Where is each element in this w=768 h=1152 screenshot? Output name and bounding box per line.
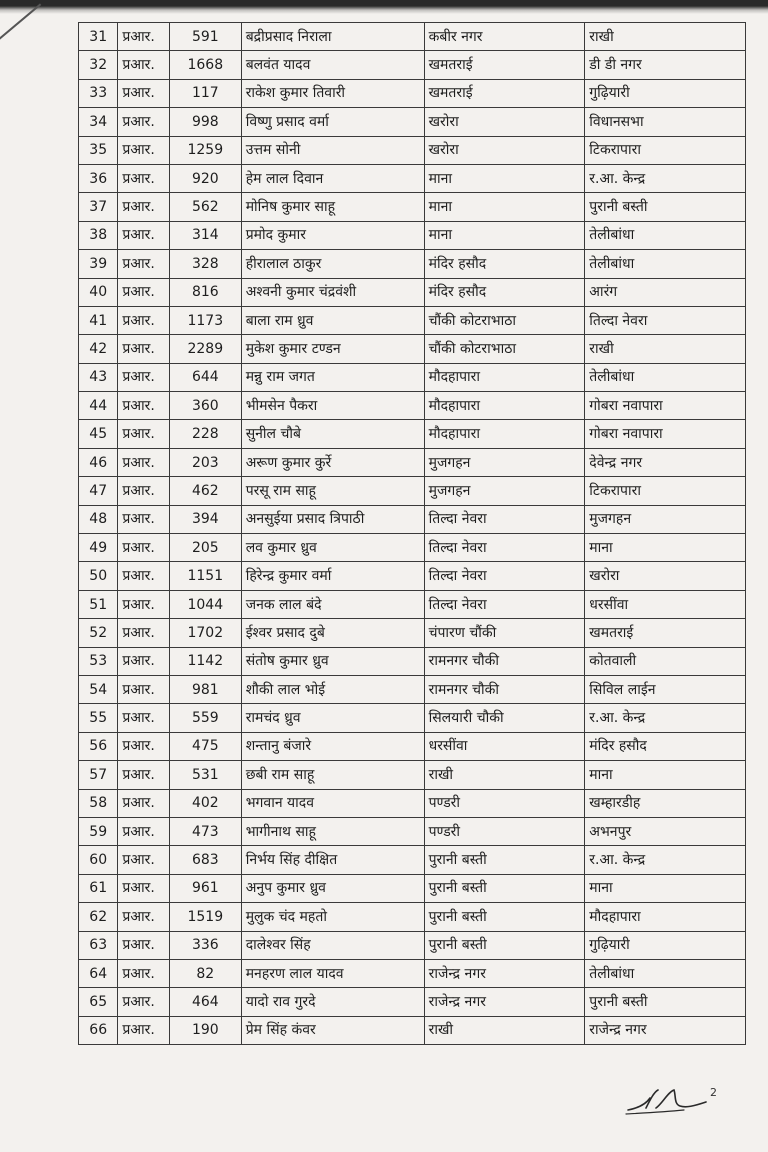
from-station-cell: चंपारण चौंकी [424,619,585,647]
serial-number-cell: 46 [79,448,118,476]
serial-number-cell: 47 [79,477,118,505]
name-cell: मुकेश कुमार टण्डन [241,335,424,363]
serial-number-cell: 43 [79,363,118,391]
from-station-cell: पुरानी बस्ती [424,903,585,931]
name-cell: प्रमोद कुमार [241,221,424,249]
badge-number-cell: 981 [169,675,241,703]
from-station-cell: खरोरा [424,136,585,164]
to-station-cell: मंदिर हसौद [585,732,746,760]
rank-cell: प्रआर. [118,988,170,1016]
signature-mark [624,1080,714,1120]
to-station-cell: खम्हारडीह [585,789,746,817]
to-station-cell: राखी [585,335,746,363]
serial-number-cell: 39 [79,250,118,278]
rank-cell: प्रआर. [118,647,170,675]
badge-number-cell: 1151 [169,562,241,590]
serial-number-cell: 38 [79,221,118,249]
table-row [79,306,746,334]
badge-number-cell: 464 [169,988,241,1016]
name-cell: छबी राम साहू [241,761,424,789]
badge-number-cell: 117 [169,79,241,107]
name-cell: निर्भय सिंह दीक्षित [241,846,424,874]
table-row [79,448,746,476]
rank-cell: प्रआर. [118,534,170,562]
table-row [79,931,746,959]
from-station-cell: खमतराई [424,51,585,79]
rank-cell: प्रआर. [118,23,170,51]
from-station-cell: तिल्दा नेवरा [424,562,585,590]
serial-number-cell: 44 [79,392,118,420]
badge-number-cell: 591 [169,23,241,51]
rank-cell: प्रआर. [118,335,170,363]
from-station-cell: रामनगर चौकी [424,675,585,703]
table-row [79,534,746,562]
to-station-cell: कोतवाली [585,647,746,675]
to-station-cell: राखी [585,23,746,51]
name-cell: उत्तम सोनी [241,136,424,164]
badge-number-cell: 2289 [169,335,241,363]
badge-number-cell: 1259 [169,136,241,164]
from-station-cell: मंदिर हसौद [424,250,585,278]
rank-cell: प्रआर. [118,1016,170,1044]
to-station-cell: गोबरा नवापारा [585,392,746,420]
serial-number-cell: 55 [79,704,118,732]
to-station-cell: र.आ. केन्द्र [585,846,746,874]
to-station-cell: गुढ़ियारी [585,79,746,107]
from-station-cell: चौंकी कोटराभाठा [424,306,585,334]
name-cell: हीरालाल ठाकुर [241,250,424,278]
from-station-cell: माना [424,193,585,221]
badge-number-cell: 816 [169,278,241,306]
page-top-edge [0,0,768,14]
to-station-cell: अभनपुर [585,817,746,845]
serial-number-cell: 45 [79,420,118,448]
rank-cell: प्रआर. [118,761,170,789]
badge-number-cell: 1668 [169,51,241,79]
to-station-cell: माना [585,874,746,902]
serial-number-cell: 35 [79,136,118,164]
from-station-cell: पण्डरी [424,817,585,845]
table-row [79,221,746,249]
name-cell: मन्नु राम जगत [241,363,424,391]
table-row [79,619,746,647]
table-row [79,363,746,391]
name-cell: जनक लाल बंदे [241,590,424,618]
rank-cell: प्रआर. [118,108,170,136]
badge-number-cell: 531 [169,761,241,789]
from-station-cell: पुरानी बस्ती [424,931,585,959]
serial-number-cell: 37 [79,193,118,221]
serial-number-cell: 36 [79,164,118,192]
rank-cell: प्रआर. [118,164,170,192]
from-station-cell: खमतराई [424,79,585,107]
name-cell: बलवंत यादव [241,51,424,79]
badge-number-cell: 1702 [169,619,241,647]
badge-number-cell: 190 [169,1016,241,1044]
table-row [79,335,746,363]
from-station-cell: रामनगर चौकी [424,647,585,675]
to-station-cell: टिकरापारा [585,136,746,164]
rank-cell: प्रआर. [118,193,170,221]
serial-number-cell: 34 [79,108,118,136]
from-station-cell: तिल्दा नेवरा [424,534,585,562]
to-station-cell: तेलीबांधा [585,250,746,278]
name-cell: अनुप कुमार ध्रुव [241,874,424,902]
table-row [79,108,746,136]
serial-number-cell: 53 [79,647,118,675]
name-cell: हेम लाल दिवान [241,164,424,192]
to-station-cell: धरसींवा [585,590,746,618]
transfer-table [78,22,746,1045]
badge-number-cell: 1173 [169,306,241,334]
table-row [79,647,746,675]
to-station-cell: पुरानी बस्ती [585,193,746,221]
to-station-cell: टिकरापारा [585,477,746,505]
to-station-cell: र.आ. केन्द्र [585,704,746,732]
from-station-cell: चौंकी कोटराभाठा [424,335,585,363]
to-station-cell: खरोरा [585,562,746,590]
rank-cell: प्रआर. [118,846,170,874]
transfer-table-body [79,23,746,1045]
badge-number-cell: 402 [169,789,241,817]
to-station-cell: विधानसभा [585,108,746,136]
rank-cell: प्रआर. [118,704,170,732]
table-row [79,562,746,590]
to-station-cell: आरंग [585,278,746,306]
from-station-cell: मुजगहन [424,477,585,505]
from-station-cell: राखी [424,1016,585,1044]
badge-number-cell: 562 [169,193,241,221]
to-station-cell: माना [585,761,746,789]
name-cell: दालेश्वर सिंह [241,931,424,959]
badge-number-cell: 475 [169,732,241,760]
badge-number-cell: 336 [169,931,241,959]
rank-cell: प्रआर. [118,278,170,306]
from-station-cell: मौदहापारा [424,363,585,391]
name-cell: ईश्वर प्रसाद दुबे [241,619,424,647]
from-station-cell: राजेन्द्र नगर [424,959,585,987]
rank-cell: प्रआर. [118,79,170,107]
serial-number-cell: 49 [79,534,118,562]
badge-number-cell: 1142 [169,647,241,675]
from-station-cell: माना [424,221,585,249]
from-station-cell: सिलयारी चौकी [424,704,585,732]
from-station-cell: पण्डरी [424,789,585,817]
to-station-cell: सिविल लाईन [585,675,746,703]
name-cell: अनसुईया प्रसाद त्रिपाठी [241,505,424,533]
table-row [79,477,746,505]
badge-number-cell: 1044 [169,590,241,618]
from-station-cell: माना [424,164,585,192]
rank-cell: प्रआर. [118,448,170,476]
table-row [79,846,746,874]
rank-cell: प्रआर. [118,477,170,505]
serial-number-cell: 33 [79,79,118,107]
serial-number-cell: 42 [79,335,118,363]
from-station-cell: कबीर नगर [424,23,585,51]
badge-number-cell: 82 [169,959,241,987]
name-cell: विष्णु प्रसाद वर्मा [241,108,424,136]
rank-cell: प्रआर. [118,959,170,987]
page-number: 2 [710,1086,717,1099]
name-cell: मोनिष कुमार साहू [241,193,424,221]
badge-number-cell: 328 [169,250,241,278]
rank-cell: प्रआर. [118,874,170,902]
serial-number-cell: 41 [79,306,118,334]
name-cell: अरूण कुमार कुर्रे [241,448,424,476]
to-station-cell: गोबरा नवापारा [585,420,746,448]
from-station-cell: राजेन्द्र नगर [424,988,585,1016]
badge-number-cell: 683 [169,846,241,874]
rank-cell: प्रआर. [118,931,170,959]
serial-number-cell: 66 [79,1016,118,1044]
serial-number-cell: 51 [79,590,118,618]
name-cell: अश्वनी कुमार चंद्रवंशी [241,278,424,306]
serial-number-cell: 48 [79,505,118,533]
table-row [79,988,746,1016]
table-row [79,278,746,306]
name-cell: संतोष कुमार ध्रुव [241,647,424,675]
to-station-cell: मौदहापारा [585,903,746,931]
name-cell: सुनील चौबे [241,420,424,448]
serial-number-cell: 58 [79,789,118,817]
rank-cell: प्रआर. [118,619,170,647]
name-cell: बाला राम ध्रुव [241,306,424,334]
to-station-cell: तेलीबांधा [585,363,746,391]
table-row [79,79,746,107]
serial-number-cell: 57 [79,761,118,789]
serial-number-cell: 54 [79,675,118,703]
from-station-cell: मुजगहन [424,448,585,476]
badge-number-cell: 205 [169,534,241,562]
name-cell: हिरेन्द्र कुमार वर्मा [241,562,424,590]
serial-number-cell: 52 [79,619,118,647]
rank-cell: प्रआर. [118,817,170,845]
serial-number-cell: 61 [79,874,118,902]
table-row [79,193,746,221]
table-row [79,704,746,732]
badge-number-cell: 394 [169,505,241,533]
serial-number-cell: 40 [79,278,118,306]
serial-number-cell: 65 [79,988,118,1016]
serial-number-cell: 62 [79,903,118,931]
name-cell: शन्तानु बंजारे [241,732,424,760]
table-row [79,903,746,931]
rank-cell: प्रआर. [118,221,170,249]
badge-number-cell: 462 [169,477,241,505]
to-station-cell: तेलीबांधा [585,959,746,987]
table-row [79,732,746,760]
from-station-cell: मौदहापारा [424,392,585,420]
badge-number-cell: 961 [169,874,241,902]
to-station-cell: गुढ़ियारी [585,931,746,959]
name-cell: शौकी लाल भोई [241,675,424,703]
table-row [79,51,746,79]
rank-cell: प्रआर. [118,590,170,618]
rank-cell: प्रआर. [118,306,170,334]
table-row [79,136,746,164]
serial-number-cell: 31 [79,23,118,51]
to-station-cell: माना [585,534,746,562]
serial-number-cell: 63 [79,931,118,959]
from-station-cell: मंदिर हसौद [424,278,585,306]
rank-cell: प्रआर. [118,675,170,703]
name-cell: यादो राव गुरदे [241,988,424,1016]
name-cell: मनहरण लाल यादव [241,959,424,987]
serial-number-cell: 64 [79,959,118,987]
serial-number-cell: 59 [79,817,118,845]
rank-cell: प्रआर. [118,250,170,278]
name-cell: भीमसेन पैकरा [241,392,424,420]
badge-number-cell: 559 [169,704,241,732]
from-station-cell: खरोरा [424,108,585,136]
from-station-cell: पुरानी बस्ती [424,846,585,874]
name-cell: मुलुक चंद महतो [241,903,424,931]
from-station-cell: पुरानी बस्ती [424,874,585,902]
table-row [79,789,746,817]
name-cell: परसू राम साहू [241,477,424,505]
table-row [79,761,746,789]
serial-number-cell: 50 [79,562,118,590]
to-station-cell: राजेन्द्र नगर [585,1016,746,1044]
serial-number-cell: 60 [79,846,118,874]
name-cell: प्रेम सिंह कंवर [241,1016,424,1044]
rank-cell: प्रआर. [118,562,170,590]
rank-cell: प्रआर. [118,363,170,391]
table-row [79,675,746,703]
from-station-cell: धरसींवा [424,732,585,760]
name-cell: रामचंद ध्रुव [241,704,424,732]
rank-cell: प्रआर. [118,420,170,448]
badge-number-cell: 360 [169,392,241,420]
rank-cell: प्रआर. [118,392,170,420]
name-cell: लव कुमार ध्रुव [241,534,424,562]
to-station-cell: खमतराई [585,619,746,647]
badge-number-cell: 998 [169,108,241,136]
rank-cell: प्रआर. [118,505,170,533]
rank-cell: प्रआर. [118,732,170,760]
badge-number-cell: 1519 [169,903,241,931]
to-station-cell: तेलीबांधा [585,221,746,249]
table-row [79,874,746,902]
table-row [79,23,746,51]
table-row [79,1016,746,1044]
badge-number-cell: 203 [169,448,241,476]
serial-number-cell: 56 [79,732,118,760]
rank-cell: प्रआर. [118,51,170,79]
table-row [79,392,746,420]
badge-number-cell: 228 [169,420,241,448]
rank-cell: प्रआर. [118,136,170,164]
badge-number-cell: 314 [169,221,241,249]
table-row [79,420,746,448]
badge-number-cell: 473 [169,817,241,845]
to-station-cell: तिल्दा नेवरा [585,306,746,334]
table-row [79,250,746,278]
rank-cell: प्रआर. [118,789,170,817]
table-row [79,817,746,845]
badge-number-cell: 644 [169,363,241,391]
table-row [79,590,746,618]
from-station-cell: राखी [424,761,585,789]
table-row [79,959,746,987]
from-station-cell: तिल्दा नेवरा [424,505,585,533]
from-station-cell: मौदहापारा [424,420,585,448]
to-station-cell: र.आ. केन्द्र [585,164,746,192]
name-cell: राकेश कुमार तिवारी [241,79,424,107]
to-station-cell: पुरानी बस्ती [585,988,746,1016]
table-row [79,164,746,192]
to-station-cell: डी डी नगर [585,51,746,79]
name-cell: भागीनाथ साहू [241,817,424,845]
name-cell: बद्रीप्रसाद निराला [241,23,424,51]
table-row [79,505,746,533]
to-station-cell: मुजगहन [585,505,746,533]
from-station-cell: तिल्दा नेवरा [424,590,585,618]
to-station-cell: देवेन्द्र नगर [585,448,746,476]
name-cell: भगवान यादव [241,789,424,817]
badge-number-cell: 920 [169,164,241,192]
rank-cell: प्रआर. [118,903,170,931]
serial-number-cell: 32 [79,51,118,79]
